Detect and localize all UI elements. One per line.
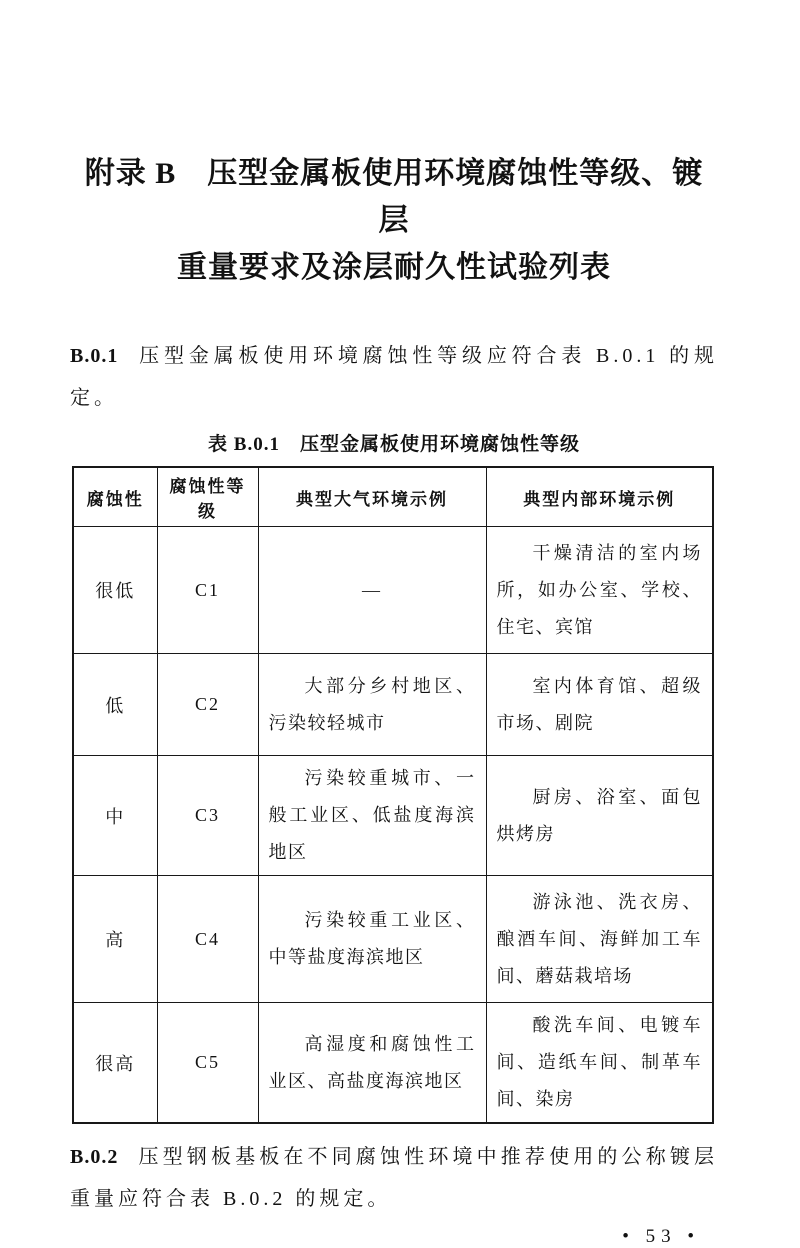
clause-b02 bbox=[70, 1136, 718, 1220]
cell-corrosivity: 低 bbox=[73, 654, 157, 756]
cell-atmospheric: 污染较重工业区、中等盐度海滨地区 bbox=[258, 876, 486, 1003]
cell-interior: 酸洗车间、电镀车间、造纸车间、制革车间、染房 bbox=[486, 1003, 713, 1124]
cell-atmospheric: 高湿度和腐蚀性工业区、高盐度海滨地区 bbox=[258, 1003, 486, 1124]
header-interior: 典型内部环境示例 bbox=[486, 467, 713, 527]
table-row bbox=[73, 876, 713, 1003]
cell-grade: C2 bbox=[157, 654, 258, 756]
cell-corrosivity: 很高 bbox=[73, 1003, 157, 1124]
header-corrosivity: 腐蚀性 bbox=[73, 467, 157, 527]
table-row bbox=[73, 654, 713, 756]
appendix-title-line1: 附录 B 压型金属板使用环境腐蚀性等级、镀层 bbox=[84, 157, 704, 237]
corrosivity-grade-table bbox=[72, 466, 714, 1124]
page-number: • 53 • bbox=[622, 1226, 700, 1247]
cell-grade: C1 bbox=[157, 527, 258, 654]
cell-atmospheric: 大部分乡村地区、污染较轻城市 bbox=[258, 654, 486, 756]
header-grade: 腐蚀性等级 bbox=[157, 467, 258, 527]
appendix-title bbox=[70, 150, 718, 291]
table-row bbox=[73, 756, 713, 876]
clause-b02-number: B.0.2 bbox=[70, 1146, 119, 1168]
cell-atmospheric: — bbox=[258, 527, 486, 654]
cell-grade: C3 bbox=[157, 756, 258, 876]
cell-interior: 室内体育馆、超级市场、剧院 bbox=[486, 654, 713, 756]
clause-b02-text: 压型钢板基板在不同腐蚀性环境中推荐使用的公称镀层重量应符合表 B.0.2 的规定。 bbox=[70, 1146, 718, 1210]
cell-grade: C5 bbox=[157, 1003, 258, 1124]
cell-corrosivity: 中 bbox=[73, 756, 157, 876]
cell-grade: C4 bbox=[157, 876, 258, 1003]
clause-b01-number: B.0.1 bbox=[70, 345, 119, 367]
clause-b01 bbox=[70, 335, 718, 419]
cell-corrosivity: 高 bbox=[73, 876, 157, 1003]
cell-interior: 游泳池、洗衣房、酿酒车间、海鲜加工车间、蘑菇栽培场 bbox=[486, 876, 713, 1003]
cell-atmospheric: 污染较重城市、一般工业区、低盐度海滨地区 bbox=[258, 756, 486, 876]
table-caption: 表 B.0.1 压型金属板使用环境腐蚀性等级 bbox=[208, 434, 580, 455]
table-row bbox=[73, 527, 713, 654]
table-row bbox=[73, 1003, 713, 1124]
appendix-title-line2: 重量要求及涂层耐久性试验列表 bbox=[177, 251, 611, 284]
table-header-row bbox=[73, 467, 713, 527]
header-atmospheric: 典型大气环境示例 bbox=[258, 467, 486, 527]
clause-b01-text: 压型金属板使用环境腐蚀性等级应符合表 B.0.1 的规定。 bbox=[70, 345, 718, 409]
cell-interior: 厨房、浴室、面包烘烤房 bbox=[486, 756, 713, 876]
cell-interior: 干燥清洁的室内场所，如办公室、学校、住宅、宾馆 bbox=[486, 527, 713, 654]
cell-corrosivity: 很低 bbox=[73, 527, 157, 654]
